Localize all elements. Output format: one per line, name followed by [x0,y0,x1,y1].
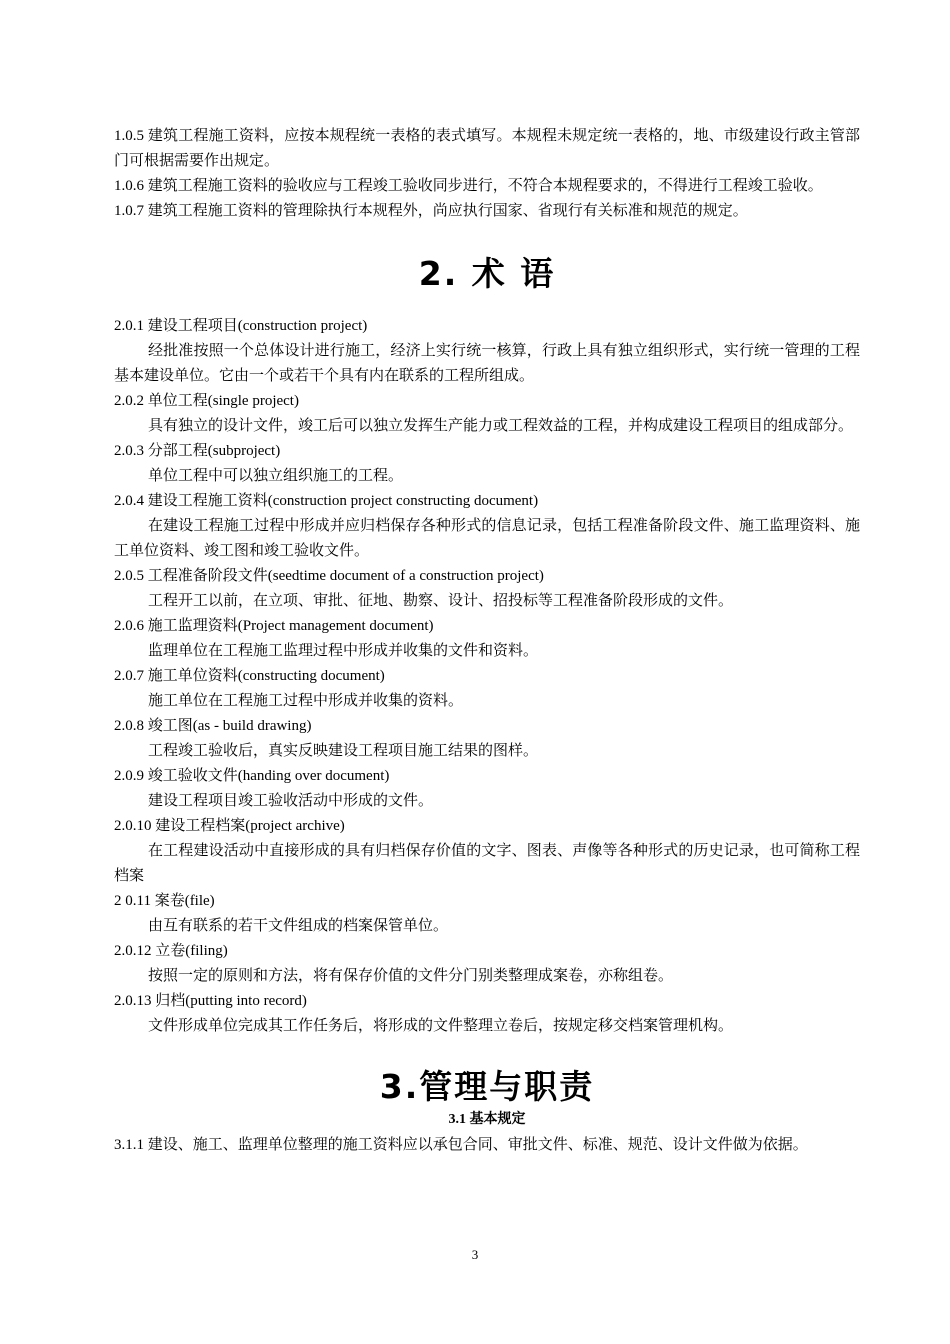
term-2-0-5-definition: 工程开工以前，在立项、审批、征地、勘察、设计、招投标等工程准备阶段形成的文件。 [148,593,734,609]
term-2-0-8-heading: 2.0.8 竣工图(as - build drawing) [114,718,312,734]
term-2-0-9-heading: 2.0.9 竣工验收文件(handing over document) [114,768,390,784]
term-2-0-12-heading: 2.0.12 立卷(filing) [114,943,228,959]
term-2-0-11-definition: 由互有联系的若干文件组成的档案保管单位。 [148,918,449,934]
page-number: 3 [471,1247,479,1262]
clause-3-1-1: 3.1.1 建设、施工、监理单位整理的施工资料应以承包合同、审批文件、标准、规范、设计文件做为依据。 [114,1137,808,1153]
clause-1-0-7: 1.0.7 建筑工程施工资料的管理除执行本规程外，尚应执行国家、省现行有关标准和规范的规定。 [114,203,748,219]
term-2-0-2-definition: 具有独立的设计文件，竣工后可以独立发挥生产能力或工程效益的工程，并构成建设工程项目的组成部分。 [148,418,854,434]
term-2-0-7-definition: 施工单位在工程施工过程中形成并收集的资料。 [148,693,464,709]
term-2-0-8-definition: 工程竣工验收后，真实反映建设工程项目施工结果的图样。 [148,743,539,759]
section-3-title: 3.管理与职责 [379,1067,595,1106]
term-2-0-6-heading: 2.0.6 施工监理资料(Project management document) [114,618,434,634]
term-2-0-11-heading: 2 0.11 案卷(file) [114,893,215,909]
term-2-0-3-heading: 2.0.3 分部工程(subproject) [114,443,281,459]
term-2-0-3-definition: 单位工程中可以独立组织施工的工程。 [148,468,404,484]
term-2-0-2-heading: 2.0.2 单位工程(single project) [114,393,299,409]
term-2-0-6-definition: 监理单位在工程施工监理过程中形成并收集的文件和资料。 [148,643,539,659]
term-2-0-9-definition: 建设工程项目竣工验收活动中形成的文件。 [148,793,434,809]
section-3-1-subtitle: 3.1 基本规定 [448,1112,526,1127]
term-2-0-7-heading: 2.0.7 施工单位资料(constructing document) [114,668,385,684]
clause-1-0-6: 1.0.6 建筑工程施工资料的验收应与工程竣工验收同步进行，不符合本规程要求的，不得进行工程竣工验收。 [114,178,823,194]
term-2-0-4-heading: 2.0.4 建设工程施工资料(construction project constructing document) [114,493,539,509]
term-2-0-4-definition: 在建设工程施工过程中形成并应归档保存各种形式的信息记录，包括工程准备阶段文件、施工监理资料、施工单位资料、竣工图和竣工验收文件。 [114,518,860,559]
term-2-0-10-definition: 在工程建设活动中直接形成的具有归档保存价值的文字、图表、声像等各种形式的历史记录，也可简称工程档案 [114,843,860,884]
term-2-0-1-heading: 2.0.1 建设工程项目(construction project) [114,318,368,334]
term-2-0-10-heading: 2.0.10 建设工程档案(project archive) [114,818,345,834]
section-2-title: 2. 术 语 [418,254,556,293]
terms-list [114,314,860,1039]
term-2-0-12-definition: 按照一定的原则和方法，将有保存价值的文件分门别类整理成案卷，亦称组卷。 [148,968,674,984]
term-2-0-1-definition: 经批准按照一个总体设计进行施工，经济上实行统一核算，行政上具有独立组织形式，实行统一管理的工程基本建设单位。它由一个或若干个具有内在联系的工程所组成。 [114,343,860,384]
clause-1-0-5: 1.0.5 建筑工程施工资料，应按本规程统一表格的表式填写。本规程未规定统一表格的，地、市级建设行政主管部门可根据需要作出规定。 [114,128,860,169]
term-2-0-13-definition: 文件形成单位完成其工作任务后，将形成的文件整理立卷后，按规定移交档案管理机构。 [148,1018,734,1034]
term-2-0-5-heading: 2.0.5 工程准备阶段文件(seedtime document of a construction project) [114,568,544,584]
term-2-0-13-heading: 2.0.13 归档(putting into record) [114,993,307,1009]
page-content [114,124,860,1158]
